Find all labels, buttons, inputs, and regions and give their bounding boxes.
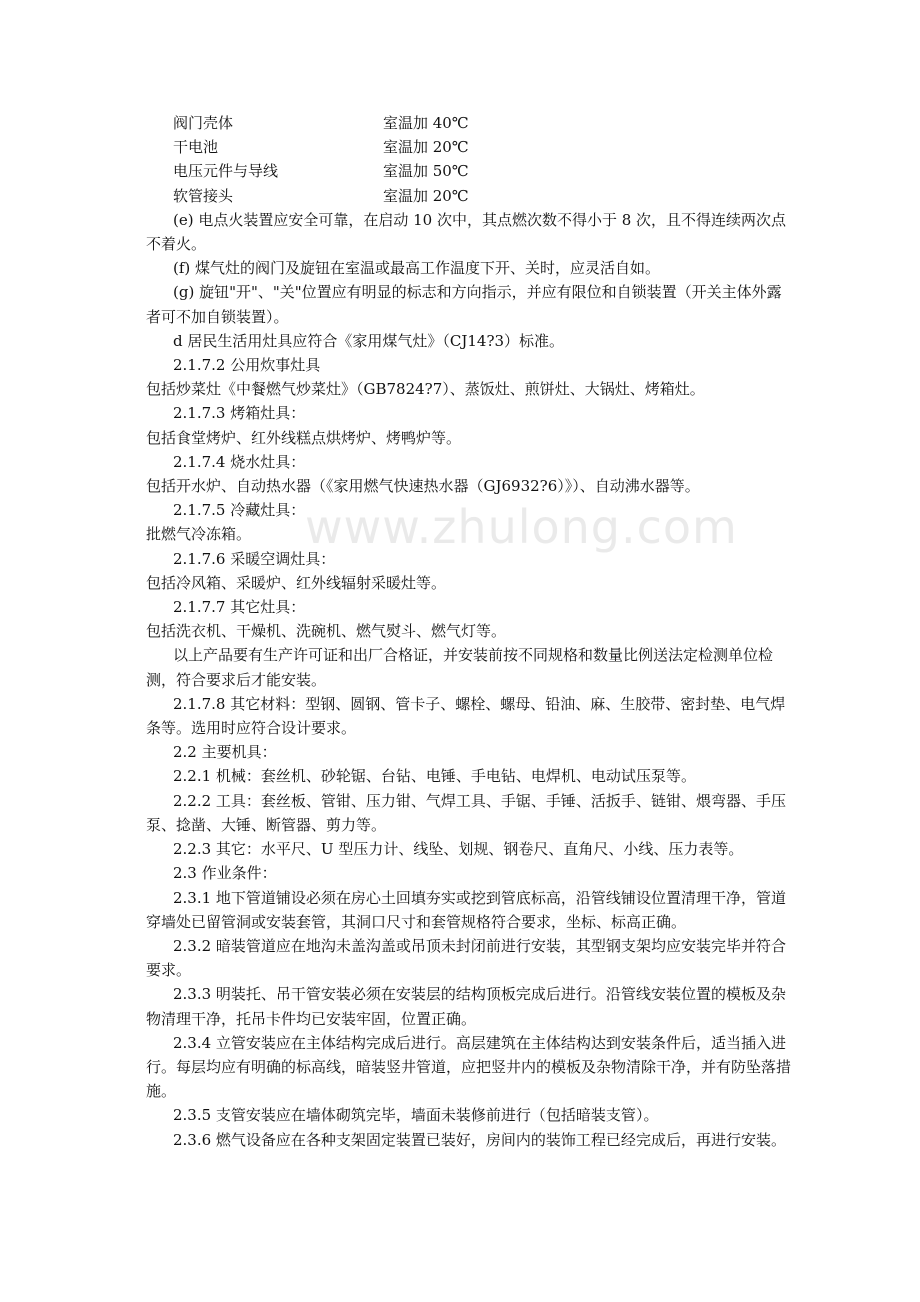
section-heading: 2.1.7.2 公用炊事灶具 (173, 356, 321, 375)
section-heading: 2.1.7.5 冷藏灶具： (173, 501, 306, 520)
paragraph: 包括炒菜灶《中餐燃气炒菜灶》（GB7824?7）、蒸饭灶、煎饼灶、大锅灶、烤箱灶。 (146, 380, 705, 399)
temp-value: 室温加 50℃ (383, 162, 469, 181)
paragraph: 2.3.4 立管安装应在主体结构完成后进行。高层建筑在主体结构达到安装条件后，适当插入进行。每层均应有明确的标高线，暗装竖井管道，应把竖井内的模板及杂物清除干净，并有防坠落措施。 (146, 1033, 792, 1101)
paragraph: (g) 旋钮"开"、"关"位置应有明显的标志和方向指示，并应有限位和自锁装置（开关主体外露者可不加自锁装置）。 (146, 283, 782, 326)
paragraph: 批燃气冷冻箱。 (146, 525, 252, 544)
paragraph: 2.3.3 明装托、吊干管安装必须在安装层的结构顶板完成后进行。沿管线安装位置的模板及杂物清理干净，托吊卡件均已安装牢固，位置正确。 (146, 985, 786, 1028)
temp-item: 阀门壳体 (173, 114, 234, 132)
paragraph: d 居民生活用灶具应符合《家用煤气灶》（CJ14?3）标准。 (173, 331, 565, 350)
paragraph: 2.2.3 其它：水平尺、U 型压力计、线坠、划规、钢卷尺、直角尺、小线、压力表等。 (173, 840, 744, 859)
paragraph: 包括开水炉、自动热水器（《家用燃气快速热水器（GJ6932?6）》）、自动沸水器等。 (146, 477, 700, 496)
temp-row (146, 159, 794, 183)
paragraph: 2.3.2 暗装管道应在地沟未盖沟盖或吊顶未封闭前进行安装，其型钢支架均应安装完毕并符合要求。 (146, 936, 786, 980)
temp-item: 干电池 (173, 138, 219, 157)
section-heading: 2.1.7.6 采暖空调灶具： (173, 549, 336, 568)
temp-value: 室温加 20℃ (383, 186, 469, 205)
section-heading: 2.3 作业条件： (173, 864, 277, 883)
paragraph: 包括洗衣机、干燥机、洗碗机、燃气熨斗、燃气灯等。 (146, 622, 507, 641)
paragraph: 以上产品要有生产许可证和出厂合格证，并安装前按不同规格和数量比例送法定检测单位检测，符合要求后才能安装。 (146, 646, 774, 689)
temp-row (146, 111, 794, 135)
paragraph: (e) 电点火装置应安全可靠，在启动 10 次中，其点燃次数不得小于 8 次，且不得连续两次点不着火。 (146, 210, 787, 254)
section-heading: 2.1.7.3 烤箱灶具： (173, 404, 306, 423)
temp-value: 室温加 20℃ (383, 138, 469, 157)
paragraph: 2.2.2 工具：套丝板、管钳、压力钳、气焊工具、手锯、手锤、活扳手、链钳、煨弯器、手压泵、捻凿、大锤、断管器、剪力等。 (146, 791, 786, 834)
temp-value: 室温加 40℃ (383, 114, 469, 132)
temp-row (146, 135, 794, 159)
paragraph: (f) 煤气灶的阀门及旋钮在室温或最高工作温度下开、关时，应灵活自如。 (173, 259, 661, 278)
watermark: www.zhulong.com (305, 500, 738, 554)
temp-row (146, 184, 794, 208)
temp-item: 软管接头 (173, 186, 234, 205)
document-body (146, 111, 794, 1152)
paragraph: 2.1.7.8 其它材料：型钢、圆钢、管卡子、螺栓、螺母、铅油、麻、生胶带、密封垫、电气焊条等。选用时应符合设计要求。 (146, 694, 786, 738)
paragraph: 包括食堂烤炉、红外线糕点烘烤炉、烤鸭炉等。 (146, 428, 462, 447)
paragraph: 2.3.1 地下管道铺设必须在房心土回填夯实或挖到管底标高，沿管线铺设位置清理干净，管道穿墙处已留管洞或安装套管，其洞口尺寸和套管规格符合要求，坐标、标高正确。 (146, 888, 786, 931)
paragraph: 包括冷风箱、采暖炉、红外线辐射采暖灶等。 (146, 573, 447, 592)
section-heading: 2.1.7.4 烧水灶具： (173, 452, 306, 471)
paragraph: 2.3.6 燃气设备应在各种支架固定装置已装好，房间内的装饰工程已经完成后，再进行安装。 (173, 1130, 786, 1149)
paragraph: 2.3.5 支管安装应在墙体砌筑完毕，墙面未装修前进行（包括暗装支管）。 (173, 1106, 659, 1125)
section-heading: 2.1.7.7 其它灶具： (173, 598, 306, 617)
paragraph: 2.2.1 机械：套丝机、砂轮锯、台钻、电锤、手电钻、电焊机、电动试压泵等。 (173, 767, 696, 786)
section-heading: 2.2 主要机具： (173, 743, 277, 762)
temp-item: 电压元件与导线 (173, 162, 279, 181)
